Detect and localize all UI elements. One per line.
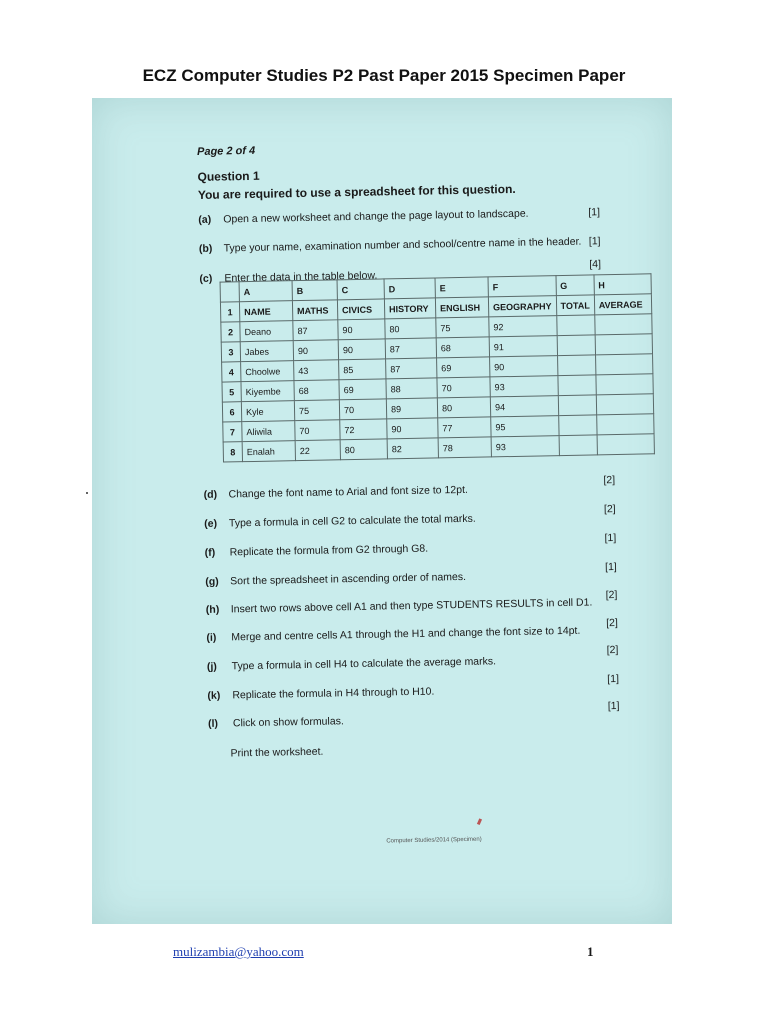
table-cell: 88 [386, 378, 437, 399]
table-cell [557, 355, 596, 376]
item-text: Replicate the formula from G2 through G8. [229, 542, 429, 559]
item-mark: [1] [588, 206, 601, 219]
table-cell [556, 315, 595, 336]
column-letter: E [435, 277, 488, 298]
email-link[interactable]: mulizambia@yahoo.com [173, 944, 304, 959]
table-cell: 80 [340, 439, 387, 460]
item-label: (j) [206, 660, 217, 673]
item-mark: [1] [604, 532, 617, 545]
page-label: Page 2 of 4 [196, 144, 256, 158]
row-number: 2 [221, 322, 240, 342]
table-cell [557, 375, 596, 396]
column-letter: D [384, 278, 435, 299]
row-number: 8 [223, 442, 242, 462]
row-number: 7 [223, 422, 242, 442]
table-cell: Kiyembe [241, 381, 294, 402]
final-instruction: Print the worksheet. [230, 745, 324, 760]
table-cell: 75 [294, 400, 339, 421]
row-number: 1 [220, 302, 239, 322]
table-cell: 93 [491, 436, 559, 457]
table-cell: 43 [294, 360, 339, 381]
item-label: (h) [205, 603, 220, 616]
item-text: Type a formula in cell G2 to calculate the total marks. [228, 512, 476, 530]
item-mark: [2] [606, 617, 618, 630]
table-cell [557, 335, 596, 356]
item-mark: [2] [605, 589, 618, 602]
table-cell: 82 [387, 438, 438, 459]
item-text: Sort the spreadsheet in ascending order of names. [230, 570, 467, 588]
item-text: Type your name, examination number and school/centre name in the header. [223, 235, 582, 255]
table-cell: 92 [489, 316, 557, 337]
table-cell: Enalah [242, 441, 295, 462]
row-number: 6 [222, 402, 241, 422]
table-cell: 22 [295, 440, 340, 461]
table-cell: 90 [387, 418, 438, 439]
table-cell: Aliwila [242, 421, 295, 442]
table-cell: TOTAL [556, 295, 595, 316]
table-cell: AVERAGE [594, 294, 651, 315]
item-label: (k) [207, 689, 221, 702]
item-mark: [2] [603, 474, 616, 487]
item-mark: [2] [606, 643, 619, 657]
item-l [208, 715, 344, 730]
table-cell: MATHS [292, 300, 337, 321]
item-text: Change the font name to Arial and font size to 12pt. [228, 483, 468, 501]
table-cell: 78 [438, 437, 491, 458]
table-cell: 75 [436, 317, 489, 338]
table-cell: GEOGRAPHY [488, 296, 556, 317]
question-intro: You are required to use a spreadsheet for this question. [197, 181, 516, 202]
table-cell: ENGLISH [435, 297, 488, 318]
column-letter: G [556, 275, 595, 296]
item-text: Open a new worksheet and change the page layout to landscape. [223, 207, 529, 226]
scanned-page [92, 98, 672, 924]
table-cell: 95 [491, 416, 559, 437]
table-cell: 87 [385, 338, 436, 359]
table-cell: 80 [385, 318, 436, 339]
item-label: (f) [204, 546, 216, 559]
table-cell: Jabes [240, 341, 293, 362]
item-mark: [1] [588, 235, 601, 248]
table-cell: Deano [240, 321, 293, 342]
item-label: (a) [198, 213, 212, 226]
table-cell: 87 [293, 320, 338, 341]
table-cell [559, 435, 598, 456]
table-cell [595, 354, 652, 375]
table-cell: Choolwe [241, 361, 294, 382]
table-cell [596, 394, 653, 415]
item-mark: [1] [604, 561, 617, 574]
item-a [198, 208, 528, 226]
row-number: 3 [221, 342, 240, 362]
table-cell: 89 [386, 398, 437, 419]
row-number: 5 [222, 382, 241, 402]
item-text: Type a formula in cell H4 to calculate the average marks. [231, 655, 497, 673]
table-cell: 91 [489, 336, 557, 357]
table-cell: 80 [437, 397, 490, 418]
question-title: Question 1 [197, 168, 260, 184]
column-letter: F [488, 276, 556, 297]
table-cell: 72 [340, 419, 387, 440]
table-cell [558, 415, 597, 436]
table-cell: Kyle [241, 401, 294, 422]
scanned-page-content [92, 98, 672, 924]
table-cell: 93 [490, 376, 558, 397]
table-cell: 90 [293, 340, 338, 361]
item-g [205, 571, 466, 588]
table-cell: 68 [294, 380, 339, 401]
table-cell: 90 [490, 356, 558, 377]
table-cell [594, 314, 651, 335]
stray-dot [86, 492, 88, 494]
item-label: (i) [206, 631, 217, 644]
item-text: Click on show formulas. [232, 715, 344, 730]
item-label: (l) [207, 717, 219, 730]
item-label: (b) [198, 242, 213, 255]
table-cell: 85 [339, 359, 386, 380]
data-table [220, 273, 655, 462]
table-cell: 70 [437, 377, 490, 398]
table-cell: NAME [239, 301, 292, 322]
item-label: (c) [199, 272, 213, 285]
table-cell: 68 [436, 337, 489, 358]
table-cell: 77 [438, 417, 491, 438]
item-text: Insert two rows above cell A1 and then type STUDENTS RESULTS in cell D1. [230, 596, 593, 616]
row-number: 4 [222, 362, 241, 382]
ink-mark [477, 818, 482, 825]
item-h [206, 596, 593, 615]
table-cell: 94 [490, 396, 558, 417]
item-k [207, 686, 434, 702]
table-cell: 70 [295, 420, 340, 441]
table-cell [597, 434, 654, 455]
table-cell: 90 [338, 339, 385, 360]
column-letter: B [292, 280, 337, 301]
table-cell [558, 395, 597, 416]
item-label: (e) [204, 517, 218, 530]
item-e [204, 513, 476, 530]
table-cell: 87 [386, 358, 437, 379]
table-cell [596, 414, 653, 435]
item-text: Merge and centre cells A1 through the H1 and change the font size to 14pt. [231, 624, 581, 644]
item-mark: [1] [607, 672, 620, 686]
document-title: ECZ Computer Studies P2 Past Paper 2015 Specimen Paper [142, 66, 626, 85]
item-d [204, 484, 468, 501]
table-cell: 90 [338, 319, 385, 340]
item-b [199, 236, 582, 255]
table-cell [595, 334, 652, 355]
column-letter: H [594, 274, 651, 295]
item-mark: [2] [603, 503, 616, 516]
item-text: Replicate the formula in H4 through to H10. [232, 685, 435, 702]
table-cell: 70 [339, 399, 386, 420]
table-cell: HISTORY [384, 298, 435, 319]
table-cell: CIVICS [337, 299, 384, 320]
item-text: Enter the data in the table below. [224, 269, 378, 285]
table-cell: 69 [437, 357, 490, 378]
item-label: (g) [205, 575, 219, 588]
table-cell [596, 374, 653, 395]
item-j [207, 655, 496, 673]
scan-footer-code: Computer Studies/2014 (Specimen) [386, 836, 482, 845]
column-letter: A [239, 281, 292, 302]
item-f [205, 543, 429, 559]
item-mark: [4] [589, 258, 602, 271]
column-letter: C [337, 279, 384, 300]
item-label: (d) [203, 488, 218, 501]
page-number: 1 [587, 944, 594, 959]
table-cell: 69 [339, 379, 386, 400]
item-mark: [1] [607, 699, 620, 713]
item-i [206, 625, 580, 644]
